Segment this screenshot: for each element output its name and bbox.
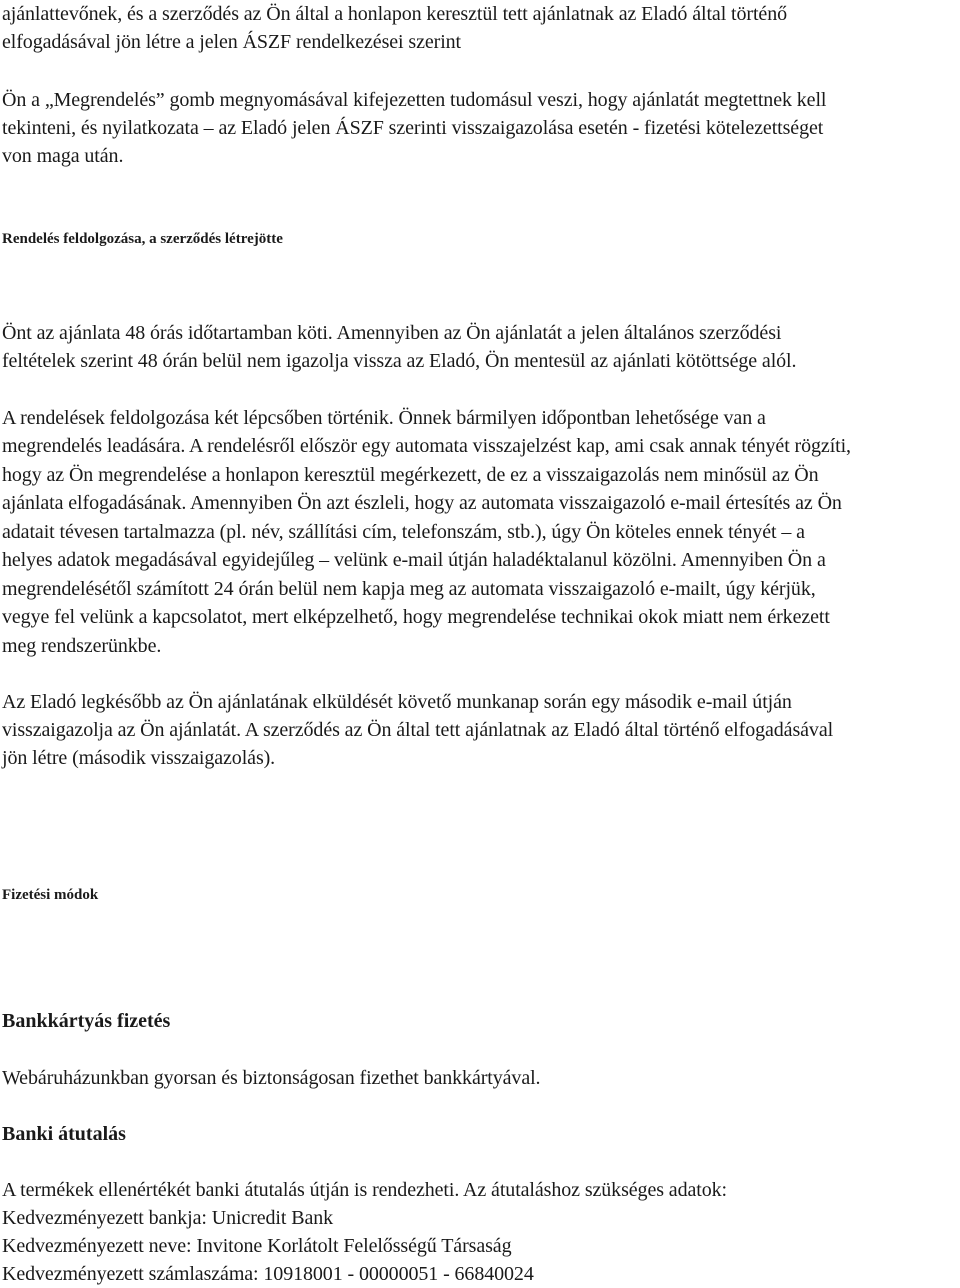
processing-p2-line-3: hogy az Ön megrendelése a honlapon keresztül megérkezett, de ez a visszaigazolás nem minősül az Ön bbox=[2, 464, 819, 486]
processing-p2-line-9: meg rendszerünkbe. bbox=[2, 635, 162, 657]
order-paragraph-line-1: Ön a „Megrendelés” gomb megnyomásával kifejezetten tudomásul veszi, hogy ajánlatát megtettnek kell bbox=[2, 89, 827, 111]
card-payment-text: Webáruházunkban gyorsan és biztonságosan fizethet bankkártyával. bbox=[2, 1067, 541, 1089]
processing-p2-line-1: A rendelések feldolgozása két lépcsőben történik. Önnek bármilyen időpontban lehetősége van a bbox=[2, 407, 766, 429]
bank-transfer-line-1: A termékek ellenértékét banki átutalás útján is rendezheti. Az átutaláshoz szükséges adatok: bbox=[2, 1179, 727, 1201]
order-paragraph-line-3: von maga után. bbox=[2, 145, 124, 167]
bank-transfer-heading: Banki átutalás bbox=[2, 1123, 126, 1145]
card-payment-heading: Bankkártyás fizetés bbox=[2, 1010, 171, 1032]
processing-p3-line-1: Az Eladó legkésőbb az Ön ajánlatának elküldését követő munkanap során egy második e-mail útján bbox=[2, 691, 792, 713]
intro-line-1: ajánlattevőnek, és a szerződés az Ön által a honlapon keresztül tett ajánlatnak az Eladó által történő bbox=[2, 3, 788, 25]
processing-p2-line-2: megrendelés leadására. A rendelésről először egy automata visszajelzést kap, ami csak annak tényét rögzíti, bbox=[2, 435, 851, 457]
processing-p1-line-1: Önt az ajánlata 48 órás időtartamban köti. Amennyiben az Ön ajánlatát a jelen általános szerződési bbox=[2, 322, 782, 344]
intro-line-2: elfogadásával jön létre a jelen ÁSZF rendelkezései szerint bbox=[2, 31, 462, 53]
processing-p2-line-8: vegye fel velünk a kapcsolatot, mert elképzelhető, hogy megrendelése technikai okok miatt nem érkezett bbox=[2, 606, 830, 628]
processing-p2-line-7: megrendelésétől számított 24 órán belül nem kapja meg az automata visszaigazoló e-mailt, úgy kérjük, bbox=[2, 578, 816, 600]
processing-p2-line-6: helyes adatok megadásával egyidejűleg – velünk e-mail útján haladéktalanul közölni. Amennyiben Ön a bbox=[2, 549, 826, 571]
processing-p3-line-2: visszaigazolja az Ön ajánlatát. A szerződés az Ön által tett ajánlatnak az Eladó által történő elfogadásával bbox=[2, 719, 834, 741]
bank-transfer-line-3: Kedvezményezett neve: Invitone Korlátolt Felelősségű Társaság bbox=[2, 1235, 512, 1257]
processing-p3-line-3: jön létre (második visszaigazolás). bbox=[2, 747, 276, 769]
order-paragraph-line-2: tekinteni, és nyilatkozata – az Eladó jelen ÁSZF szerinti visszaigazolása esetén - fizetési kötelezettséget bbox=[2, 117, 824, 139]
processing-p2-line-4: ajánlata elfogadásának. Amennyiben Ön azt észleli, hogy az automata visszaigazoló e-mail értesítés az Ön bbox=[2, 492, 842, 514]
bank-transfer-line-2: Kedvezményezett bankja: Unicredit Bank bbox=[2, 1207, 334, 1229]
bank-transfer-line-4: Kedvezményezett számlaszáma: 10918001 - 00000051 - 66840024 bbox=[2, 1263, 534, 1285]
processing-p1-line-2: feltételek szerint 48 órán belül nem igazolja vissza az Eladó, Ön mentesül az ajánlati kötöttsége alól. bbox=[2, 350, 797, 372]
processing-heading: Rendelés feldolgozása, a szerződés létrejötte bbox=[2, 231, 283, 247]
processing-p2-line-5: adatait tévesen tartalmazza (pl. név, szállítási cím, telefonszám, stb.), úgy Ön köteles ennek tényét – a bbox=[2, 521, 805, 543]
payment-methods-heading: Fizetési módok bbox=[2, 887, 99, 903]
